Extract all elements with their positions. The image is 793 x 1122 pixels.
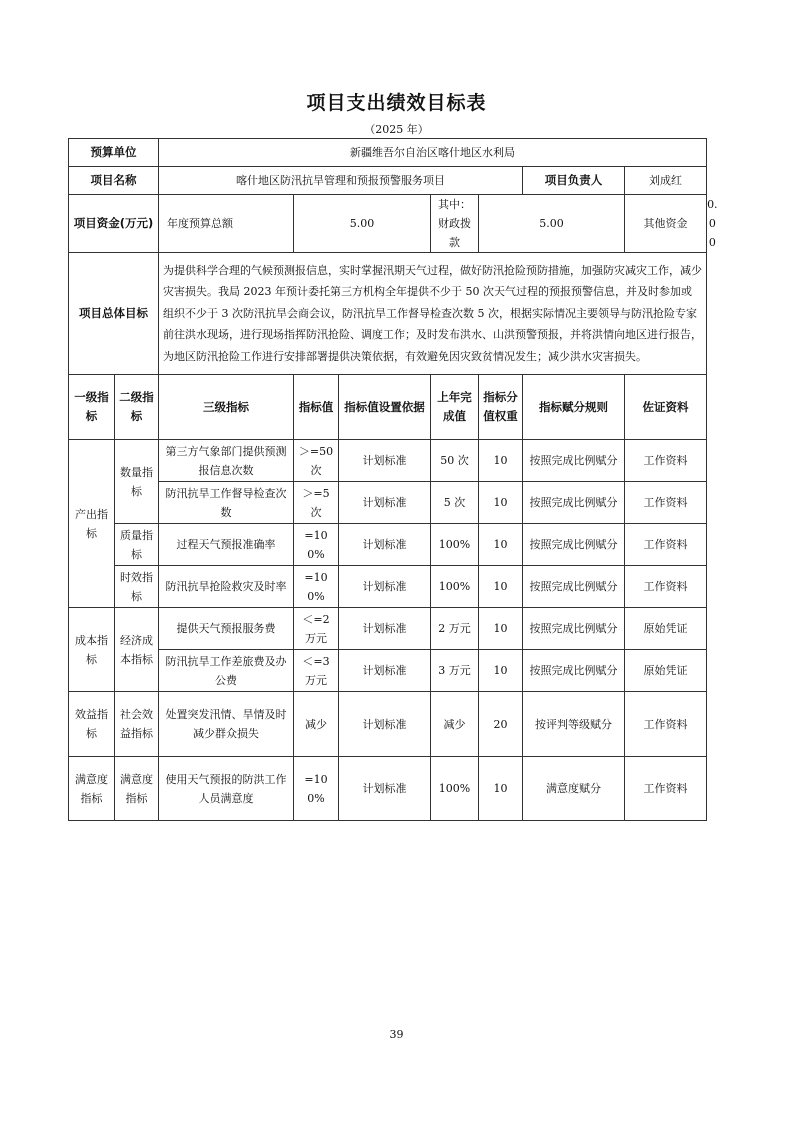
annual-budget-value: 5.00 (294, 195, 431, 253)
row-weight: 10 (479, 482, 523, 524)
row-third: 使用天气预报的防洪工作人员满意度 (159, 757, 294, 821)
group-output: 产出指标 (69, 440, 115, 608)
group-quality: 质量指标 (115, 524, 159, 566)
row-value: =100% (294, 566, 339, 608)
row-proof: 工作资料 (625, 524, 707, 566)
group-social-benefit: 社会效益指标 (115, 692, 159, 757)
row-value: 减少 (294, 692, 339, 757)
row-weight: 10 (479, 566, 523, 608)
project-name-label: 项目名称 (69, 167, 159, 195)
row-last: 100% (431, 524, 479, 566)
page-title: 项目支出绩效目标表 (306, 92, 487, 114)
budget-unit-value: 新疆维吾尔自治区喀什地区水利局 (159, 139, 707, 167)
header-level3: 三级指标 (159, 375, 294, 440)
project-funds-label: 项目资金(万元) (69, 195, 159, 253)
row-last: 50 次 (431, 440, 479, 482)
page-number: 39 (389, 1028, 404, 1041)
row-last: 5 次 (431, 482, 479, 524)
row-value: =100% (294, 757, 339, 821)
row-basis: 计划标准 (339, 650, 431, 692)
row-value: ＜=3万元 (294, 650, 339, 692)
group-satisfaction-sub: 满意度指标 (115, 757, 159, 821)
row-last: 100% (431, 757, 479, 821)
row-proof: 工作资料 (625, 440, 707, 482)
performance-table (68, 138, 718, 821)
row-basis: 计划标准 (339, 692, 431, 757)
row-third: 防汛抗旱工作差旅费及办公费 (159, 650, 294, 692)
row-weight: 10 (479, 608, 523, 650)
group-quantity: 数量指标 (115, 440, 159, 524)
row-last: 2 万元 (431, 608, 479, 650)
other-funds-label: 其他资金 (625, 195, 707, 253)
row-rule: 按照完成比例赋分 (523, 650, 625, 692)
row-basis: 计划标准 (339, 608, 431, 650)
header-weight: 指标分值权重 (479, 375, 523, 440)
row-value: =100% (294, 524, 339, 566)
group-satisfaction: 满意度指标 (69, 757, 115, 821)
row-rule: 按照完成比例赋分 (523, 482, 625, 524)
row-third: 防汛抗旱工作督导检查次数 (159, 482, 294, 524)
project-leader-label: 项目负责人 (523, 167, 625, 195)
row-weight: 20 (479, 692, 523, 757)
group-economic-cost: 经济成本指标 (115, 608, 159, 692)
row-last: 3 万元 (431, 650, 479, 692)
overall-goal-label: 项目总体目标 (69, 253, 159, 375)
overall-goal-text: 为提供科学合理的气候预测报信息，实时掌握汛期天气过程，做好防汛抢险预防措施，加强防灾减灾工作，减少灾害损失。我局 2023 年预计委托第三方机构全年提供不少于 50 次天气过程的预报预警信息，并及时参加或组织不少于 3 次防汛抗旱会商会议，防汛抗旱工作督导检查次数 5 次，根据实际情况主要领导与防汛抢险专家前往洪水现场，进行现场指挥防汛抢险、调度工作；及时发布洪水、山洪预警预报，并将洪情向地区进行报告，为地区防汛抢险工作进行安排部署提供决策依据，有效避免因灾致贫情况发生；减少洪水灾害损失。 (159, 253, 707, 375)
row-rule: 按评判等级赋分 (523, 692, 625, 757)
other-funds-value: 0.00 (707, 198, 718, 249)
group-benefit: 效益指标 (69, 692, 115, 757)
row-rule: 按照完成比例赋分 (523, 566, 625, 608)
row-basis: 计划标准 (339, 482, 431, 524)
header-level2: 二级指标 (115, 375, 159, 440)
row-rule: 满意度赋分 (523, 757, 625, 821)
fiscal-label: 其中：财政拨款 (431, 195, 479, 253)
group-timeliness: 时效指标 (115, 566, 159, 608)
row-proof: 工作资料 (625, 757, 707, 821)
group-cost: 成本指标 (69, 608, 115, 692)
row-proof: 原始凭证 (625, 608, 707, 650)
header-indicator-value: 指标值 (294, 375, 339, 440)
header-scoring-rule: 指标赋分规则 (523, 375, 625, 440)
row-proof: 工作资料 (625, 692, 707, 757)
row-rule: 按照完成比例赋分 (523, 524, 625, 566)
row-weight: 10 (479, 440, 523, 482)
row-value: ＜=2万元 (294, 608, 339, 650)
project-leader-value: 刘成红 (625, 167, 707, 195)
annual-budget-label: 年度预算总额 (159, 195, 294, 253)
row-rule: 按照完成比例赋分 (523, 608, 625, 650)
project-name-value: 喀什地区防汛抗旱管理和预报预警服务项目 (159, 167, 523, 195)
row-proof: 工作资料 (625, 482, 707, 524)
row-basis: 计划标准 (339, 440, 431, 482)
row-basis: 计划标准 (339, 524, 431, 566)
header-basis: 指标值设置依据 (339, 375, 431, 440)
row-third: 防汛抗旱抢险救灾及时率 (159, 566, 294, 608)
row-proof: 工作资料 (625, 566, 707, 608)
header-level1: 一级指标 (69, 375, 115, 440)
row-value: ＞=50次 (294, 440, 339, 482)
row-third: 第三方气象部门提供预测报信息次数 (159, 440, 294, 482)
header-evidence: 佐证资料 (625, 375, 707, 440)
row-weight: 10 (479, 524, 523, 566)
row-weight: 10 (479, 757, 523, 821)
budget-unit-label: 预算单位 (69, 139, 159, 167)
row-basis: 计划标准 (339, 566, 431, 608)
row-value: ＞=5次 (294, 482, 339, 524)
row-third: 过程天气预报准确率 (159, 524, 294, 566)
row-last: 100% (431, 566, 479, 608)
fiscal-value: 5.00 (479, 195, 625, 253)
row-weight: 10 (479, 650, 523, 692)
row-basis: 计划标准 (339, 757, 431, 821)
row-rule: 按照完成比例赋分 (523, 440, 625, 482)
row-third: 处置突发汛情、旱情及时减少群众损失 (159, 692, 294, 757)
row-last: 减少 (431, 692, 479, 757)
year-label: （2025 年） (364, 123, 429, 136)
row-proof: 原始凭证 (625, 650, 707, 692)
header-last-year: 上年完成值 (431, 375, 479, 440)
row-third: 提供天气预报服务费 (159, 608, 294, 650)
